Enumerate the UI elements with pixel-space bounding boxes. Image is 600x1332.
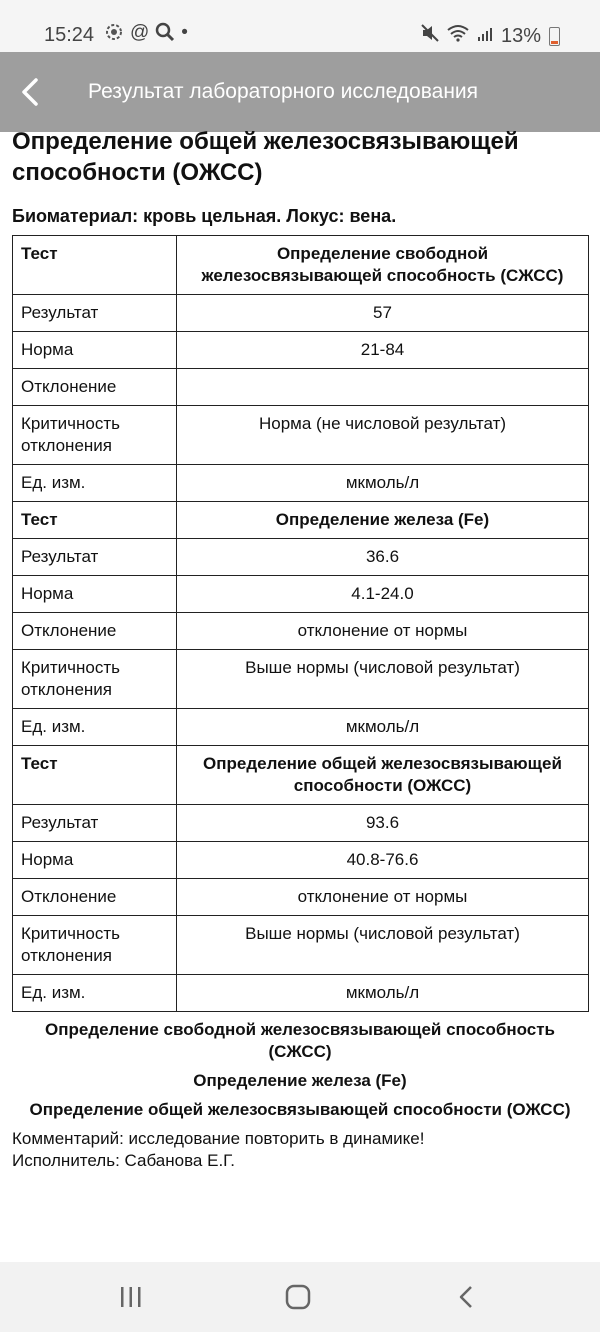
table-row (13, 406, 589, 465)
battery-percent: 13% (500, 24, 541, 47)
row-value: 21-84 (177, 332, 589, 369)
summary-item: Определение свободной железосвязывающей способность (СЖСС) (45, 1020, 555, 1061)
row-value: 57 (177, 295, 589, 332)
recents-icon[interactable] (116, 1282, 146, 1312)
table-row (13, 805, 589, 842)
row-value: мкмоль/л (177, 975, 589, 1012)
row-value: отклонение от нормы (177, 879, 589, 916)
table-row (13, 465, 589, 502)
test-header-row (13, 502, 589, 539)
row-label: Результат (13, 805, 177, 842)
summary-item: Определение общей железосвязывающей способности (ОЖСС) (29, 1100, 571, 1119)
page-title: Определение общей железосвязывающей способности (ОЖСС) (12, 128, 519, 186)
test-header-row (13, 746, 589, 805)
row-value: 93.6 (177, 805, 589, 842)
row-label: Норма (13, 576, 177, 613)
row-label: Критичность отклонения (13, 406, 177, 465)
status-time: 15:24 (44, 24, 95, 46)
row-label: Ед. изм. (13, 709, 177, 746)
search-icon (155, 22, 175, 48)
test-name: Определение железа (Fe) (177, 502, 589, 539)
row-value: Выше нормы (числовой результат) (177, 650, 589, 709)
table-row (13, 842, 589, 879)
back-arrow-icon[interactable] (18, 74, 48, 110)
comment-text: Комментарий: исследование повторить в динамике! (12, 1129, 425, 1148)
test-header-row (13, 236, 589, 295)
wifi-icon (447, 24, 469, 48)
table-row (13, 295, 589, 332)
row-label: Результат (13, 539, 177, 576)
battery-icon (549, 27, 560, 46)
at-icon: @ (130, 22, 150, 43)
test-header-label: Тест (13, 502, 177, 539)
test-name: Определение общей железосвязывающей способности (ОЖСС) (177, 746, 589, 805)
row-label: Ед. изм. (13, 465, 177, 502)
back-icon[interactable] (452, 1282, 482, 1312)
row-value: 4.1-24.0 (177, 576, 589, 613)
row-value: 40.8-76.6 (177, 842, 589, 879)
signal-messenger-icon (104, 22, 124, 48)
row-label: Критичность отклонения (13, 916, 177, 975)
app-bar-title: Результат лабораторного исследования (88, 80, 479, 103)
row-value: Выше нормы (числовой результат) (177, 916, 589, 975)
row-value: мкмоль/л (177, 709, 589, 746)
table-row (13, 576, 589, 613)
row-value: отклонение от нормы (177, 613, 589, 650)
summary-list (12, 1019, 588, 1121)
row-label: Норма (13, 842, 177, 879)
row-label: Ед. изм. (13, 975, 177, 1012)
row-label: Отклонение (13, 613, 177, 650)
status-right (421, 24, 560, 48)
row-value (177, 369, 589, 406)
table-row (13, 539, 589, 576)
status-icons (104, 22, 188, 48)
status-bar (0, 0, 600, 52)
row-label: Норма (13, 332, 177, 369)
biomaterial-line: Биоматериал: кровь цельная. Локус: вена. (12, 206, 397, 226)
row-value: 36.6 (177, 539, 589, 576)
executor-text: Исполнитель: Сабанова Е.Г. (12, 1151, 236, 1170)
system-nav-bar (0, 1262, 600, 1332)
row-label: Критичность отклонения (13, 650, 177, 709)
table-row (13, 369, 589, 406)
test-header-label: Тест (13, 236, 177, 295)
app-bar (0, 52, 600, 132)
home-icon[interactable] (283, 1282, 313, 1312)
table-row (13, 650, 589, 709)
row-label: Отклонение (13, 879, 177, 916)
row-value: Норма (не числовой результат) (177, 406, 589, 465)
table-row (13, 916, 589, 975)
mute-icon (421, 24, 439, 48)
test-header-label: Тест (13, 746, 177, 805)
table-row (13, 879, 589, 916)
dot-icon: • (181, 22, 188, 43)
row-label: Отклонение (13, 369, 177, 406)
result-content (12, 126, 588, 1172)
table-row (13, 332, 589, 369)
summary-item: Определение железа (Fe) (193, 1071, 407, 1090)
table-row (13, 975, 589, 1012)
cell-signal-icon (477, 25, 493, 48)
table-row (13, 613, 589, 650)
row-value: мкмоль/л (177, 465, 589, 502)
row-label: Результат (13, 295, 177, 332)
results-table (12, 235, 589, 1012)
test-name: Определение свободной железосвязывающей способность (СЖСС) (177, 236, 589, 295)
table-row (13, 709, 589, 746)
